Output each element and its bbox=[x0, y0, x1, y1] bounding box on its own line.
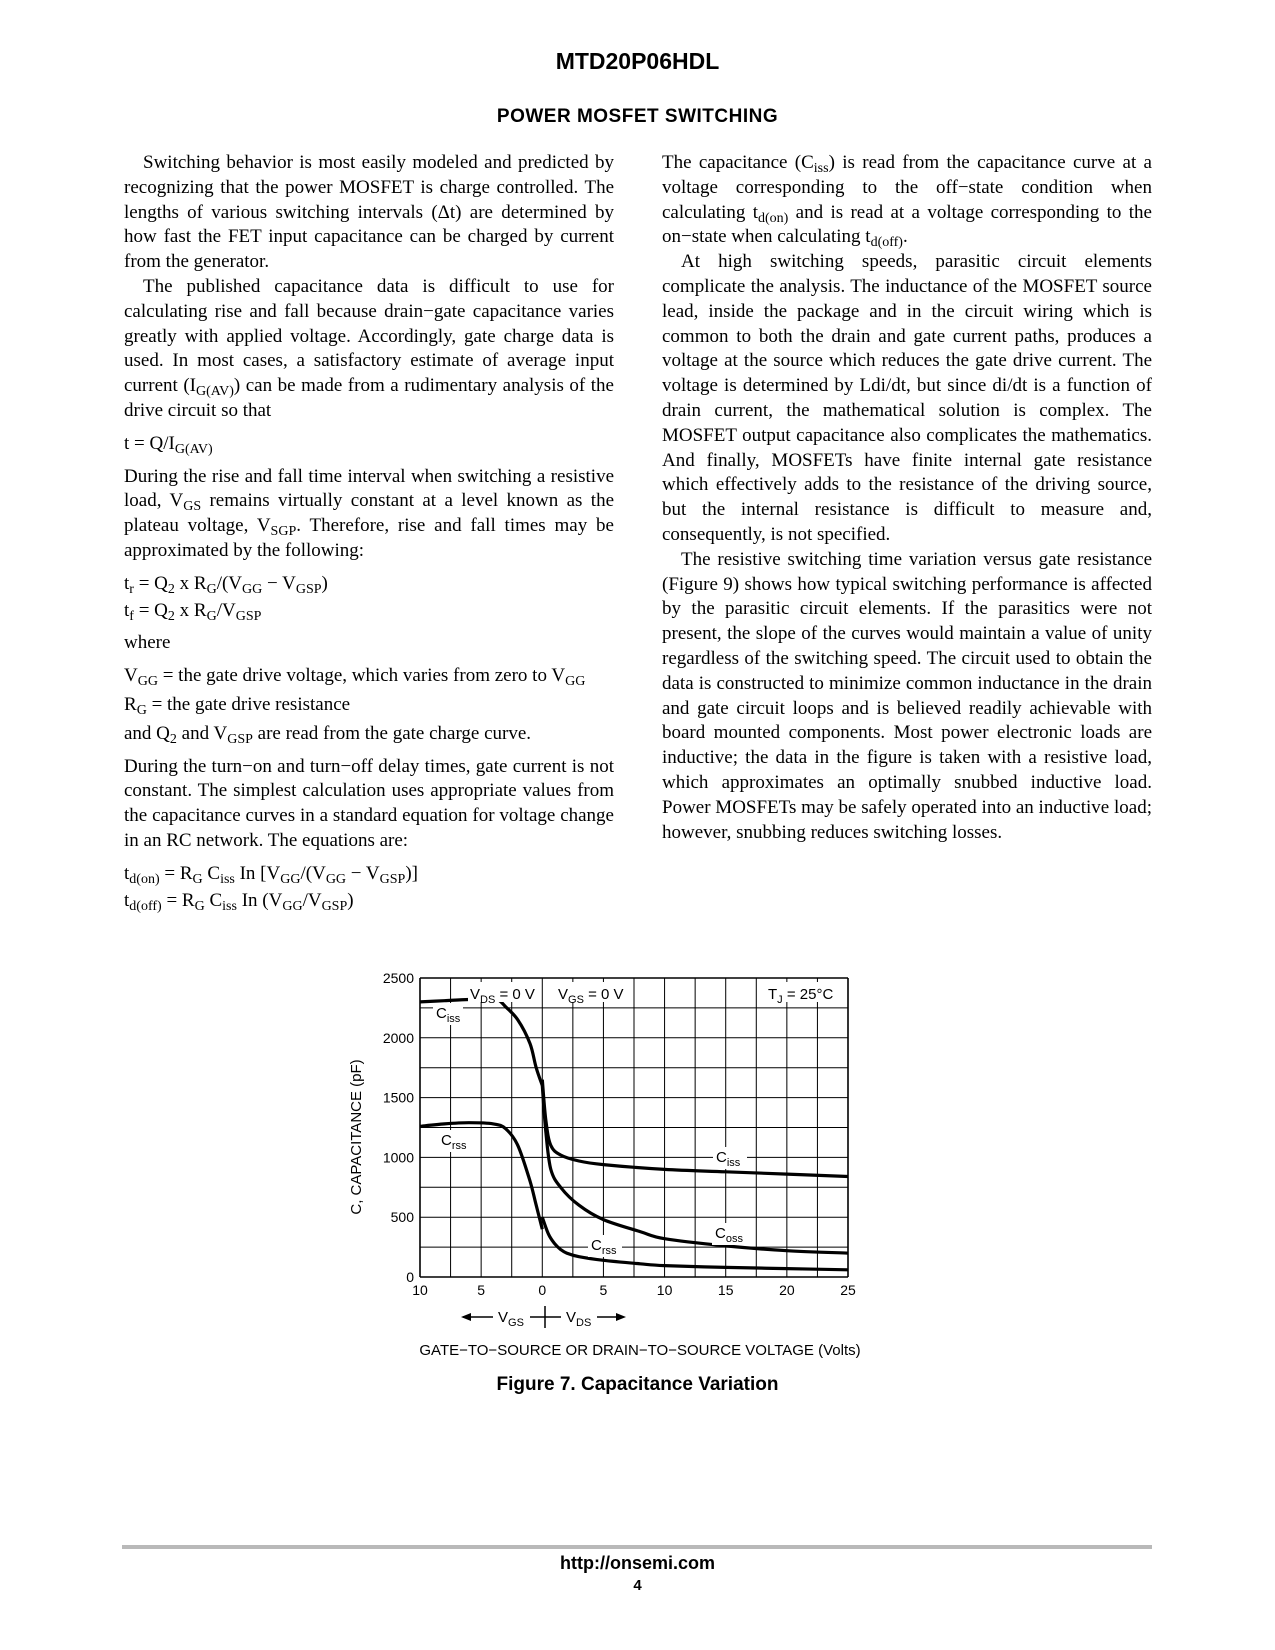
y-tick-label: 0 bbox=[406, 1269, 414, 1285]
equation-t: $t = Q/I_{G(AV)}$ bbox=[124, 432, 213, 457]
annotation-vds: $V_{DS} = 0$ V bbox=[470, 986, 535, 1006]
label-crss-top: $C_{rss}$ bbox=[441, 1132, 467, 1152]
axis-direction-indicator bbox=[461, 1306, 626, 1329]
right-paragraph-3: The resistive switching time variation versus gate resistance (Figure 9) shows how typical switching performance is affected by the parasitic circuit elements. If the parasitics were not present, the slope of the curves would maintain a value of unity regardless of the switching speed. The circuit used to obtain the data is constructed to minimize common inductance in the drain and gate circuit loops and is believed readily achievable with board mounted components. Most power electronic loads are inductive; the data in the figure is taken with a resistive load, which approximates an optimally snubbed inductive load. Power MOSFETs may be safely operated into an inductive load; however, snubbing reduces switching losses. bbox=[662, 548, 1152, 843]
x-tick-label: 20 bbox=[779, 1282, 795, 1298]
label-ciss-top: $C_{iss}$ bbox=[436, 1005, 461, 1025]
y-tick-labels bbox=[383, 970, 414, 1285]
label-coss-right: $C_{oss}$ bbox=[715, 1225, 743, 1245]
equation-tr: $t_r = Q_2$ x $R_G/(V_{GG} - V_{GSP})$ bbox=[124, 572, 328, 597]
y-axis-label: C, CAPACITANCE (pF) bbox=[348, 1059, 365, 1215]
x-tick-label: 5 bbox=[477, 1282, 486, 1298]
right-paragraph-2: At high switching speeds, parasitic circuit elements complicate the analysis. The inductance of the MOSFET source lead, inside the package and in the circuit wiring which is common to both the drain and gate current paths, produces a voltage at the source which reduces the gate drive current. The voltage is determined by Ldi/dt, but since di/dt is a function of drain current, the mathematical solution is complex. The MOSFET output capacitance also complicates the mathematics. And finally, MOSFETs have finite internal gate resistance which effectively adds to the resistance of the driving source, but the internal resistance is difficult to measure and, consequently, is not specified. bbox=[662, 251, 1152, 545]
left-paragraph-2: The published capacitance data is difficult to use for calculating rise and fall because drain−gate capacitance varies greatly with applied voltage. Accordingly, gate charge data is used. In most cases, a satisfactory estimate of average input current $(I_{G(AV)})$ can be made from a rudimentary analysis of the drive circuit so that bbox=[124, 275, 614, 421]
left-paragraph-4: During the turn−on and turn−off delay times, gate current is not constant. The simplest calculation uses appropriate values from the capacitance curves in a standard equation for voltage change in an RC network. The equations are: bbox=[124, 755, 614, 851]
page-number: 4 bbox=[633, 1577, 642, 1594]
footer-rule bbox=[122, 1545, 1152, 1549]
x-tick-label: 10 bbox=[656, 1282, 673, 1298]
label-crss-right: $C_{rss}$ bbox=[591, 1237, 617, 1257]
x-tick-label: 15 bbox=[717, 1282, 734, 1298]
y-tick-label: 2500 bbox=[382, 970, 414, 986]
x-tick-label: 10 bbox=[412, 1282, 428, 1298]
equation-tf: $t_f = Q_2$ x $R_G/V_{GSP}$ bbox=[124, 599, 262, 624]
section-title: POWER MOSFET SWITCHING bbox=[496, 106, 779, 127]
left-paragraph-1: Switching behavior is most easily modeled and predicted by recognizing that the power MOSFET is charge controlled. The lengths of various switching intervals (Δt) are determined by how fast the FET input capacitance can be charged by current from the generator. bbox=[124, 152, 614, 273]
left-paragraph-3: During the rise and fall time interval when switching a resistive load, $V_{GS}$ remains virtually constant at a level known as the plateau voltage, $V_{SGP}$. Therefore, rise and fall times may be approximated by the following: bbox=[124, 465, 614, 561]
definition-q2: and $Q_2$ and $V_{GSP}$ are read from the gate charge curve. bbox=[124, 722, 532, 747]
definition-rg: $R_G$ = the gate drive resistance bbox=[124, 693, 351, 718]
where-label: where bbox=[124, 632, 171, 654]
figure-caption: Figure 7. Capacitance Variation bbox=[496, 1374, 779, 1395]
y-tick-label: 1000 bbox=[382, 1149, 414, 1166]
axis-vds-label: $V_{DS}$ bbox=[566, 1309, 592, 1329]
equation-td-on: $t_{d(on)} = R_G$ $C_{iss}$ In $[V_{GG}/(V_{GG} - V_{GSP})]$ bbox=[124, 862, 418, 887]
equation-td-off: $t_{d(off)} = R_G$ $C_{iss}$ In $(V_{GG}/V_{GSP})$ bbox=[124, 889, 354, 914]
x-tick-label: 5 bbox=[599, 1282, 608, 1298]
x-axis-label: GATE−TO−SOURCE OR DRAIN−TO−SOURCE VOLTAGE (Volts) bbox=[419, 1342, 861, 1359]
y-tick-label: 2000 bbox=[382, 1029, 414, 1046]
x-tick-label: 25 bbox=[840, 1282, 856, 1298]
footer-url[interactable]: http://onsemi.com bbox=[559, 1553, 715, 1573]
y-tick-label: 500 bbox=[390, 1209, 414, 1226]
chart-grid bbox=[420, 978, 848, 1277]
right-paragraph-1: The capacitance $(C_{iss})$ is read from the capacitance curve at a voltage corresponding to the off−state condition when calculating $t_{d(on)}$ and is read at a voltage corresponding to the on−state when calculating $t_{d(off)}$. bbox=[662, 152, 1152, 251]
definition-vgg: $V_{GG}$ = the gate drive voltage, which varies from zero to $V_{GG}$ bbox=[124, 665, 586, 690]
page-title: MTD20P06HDL bbox=[555, 48, 720, 74]
annotation-vgs: $V_{GS} = 0$ V bbox=[558, 986, 624, 1006]
y-tick-label: 1500 bbox=[382, 1089, 414, 1106]
x-tick-label: 0 bbox=[538, 1282, 547, 1298]
label-ciss-right: $C_{iss}$ bbox=[716, 1149, 741, 1169]
x-tick-labels bbox=[412, 1282, 856, 1298]
axis-vgs-label: $V_{GS}$ bbox=[498, 1309, 524, 1329]
annotation-tj: $T_J = 25^\circ C$ bbox=[768, 986, 834, 1006]
